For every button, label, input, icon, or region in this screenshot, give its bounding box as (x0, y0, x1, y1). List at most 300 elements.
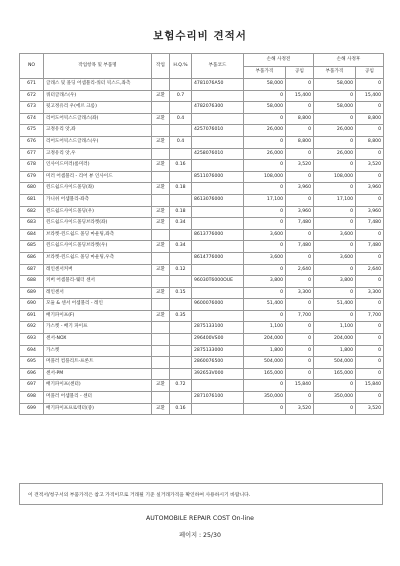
row-after-price: 58,000 (314, 79, 356, 91)
row-after-labor: 0 (356, 322, 384, 334)
row-before-price: 0 (244, 218, 286, 230)
table-row (20, 102, 384, 114)
row-work-type: 교환 (152, 310, 170, 322)
row-before-labor: 8,800 (286, 113, 314, 125)
table-row (20, 322, 384, 334)
row-part-code (192, 90, 244, 102)
row-before-labor: 0 (286, 299, 314, 311)
row-work-type (152, 276, 170, 288)
row-item-name: 리어도어픽스드글래스(좌) (44, 113, 152, 125)
row-work-type: 교환 (152, 264, 170, 276)
row-after-labor: 3,520 (356, 403, 384, 415)
row-item-name: 센서-NOX (44, 334, 152, 346)
row-no: 689 (20, 287, 44, 299)
row-before-labor: 3,520 (286, 160, 314, 172)
row-work-type (152, 79, 170, 91)
row-after-price: 0 (314, 380, 356, 392)
table-row (20, 113, 384, 125)
table-row (20, 218, 384, 230)
estimate-table (19, 53, 384, 415)
row-after-price: 0 (314, 310, 356, 322)
row-item-name: 가니쉬 어셈블리-좌측 (44, 194, 152, 206)
table-row (20, 148, 384, 160)
row-work-type (152, 171, 170, 183)
row-no: 697 (20, 380, 44, 392)
row-after-labor: 0 (356, 357, 384, 369)
row-no: 685 (20, 241, 44, 253)
row-item-name: 고정유리 앗,좌 (44, 125, 152, 137)
row-part-code (192, 136, 244, 148)
row-hq (170, 148, 192, 160)
row-after-price: 1,800 (314, 345, 356, 357)
row-part-code (192, 218, 244, 230)
row-item-name: 리어도어픽스드글래스(우) (44, 136, 152, 148)
row-after-price: 204,000 (314, 334, 356, 346)
row-work-type (152, 322, 170, 334)
row-before-price: 26,000 (244, 148, 286, 160)
row-item-name: 모듈 & 센서 어셈블리 - 레인 (44, 299, 152, 311)
row-no: 671 (20, 79, 44, 91)
row-before-price: 0 (244, 264, 286, 276)
row-after-labor: 8,800 (356, 136, 384, 148)
row-part-code: 4258076010 (192, 148, 244, 160)
row-part-code (192, 403, 244, 415)
row-before-labor: 0 (286, 345, 314, 357)
row-before-labor: 0 (286, 357, 314, 369)
table-row (20, 183, 384, 195)
row-item-name: 배기파이프(센터) (44, 380, 152, 392)
table-header (20, 54, 384, 79)
table-row (20, 79, 384, 91)
row-part-code (192, 310, 244, 322)
row-after-price: 51,400 (314, 299, 356, 311)
row-item-name: 고정유리 앗,우 (44, 148, 152, 160)
row-item-name: 브라켓-윈드쉴드 몰딩 마운팅,좌측 (44, 229, 152, 241)
row-before-price: 0 (244, 183, 286, 195)
row-before-price: 165,000 (244, 368, 286, 380)
row-before-price: 504,000 (244, 357, 286, 369)
row-after-labor: 3,960 (356, 206, 384, 218)
row-part-code: 2871076100 (192, 392, 244, 404)
row-after-labor: 0 (356, 229, 384, 241)
row-work-type (152, 357, 170, 369)
row-part-code: 392653V000 (192, 368, 244, 380)
row-no: 678 (20, 160, 44, 172)
row-hq (170, 334, 192, 346)
row-work-type (152, 102, 170, 114)
row-no: 680 (20, 183, 44, 195)
row-after-price: 17,100 (314, 194, 356, 206)
row-hq: 0.34 (170, 218, 192, 230)
table-row (20, 252, 384, 264)
table-row (20, 276, 384, 288)
row-item-name: 가스켓 - 배기 파이프 (44, 322, 152, 334)
row-after-labor: 0 (356, 102, 384, 114)
row-no: 676 (20, 136, 44, 148)
row-work-type: 교환 (152, 380, 170, 392)
row-work-type (152, 125, 170, 137)
header-item: 작업항목 및 부품명 (44, 54, 152, 79)
row-work-type (152, 148, 170, 160)
row-after-labor: 3,300 (356, 287, 384, 299)
row-work-type: 교환 (152, 90, 170, 102)
footer-service-name: AUTOMOBILE REPAIR COST On-line (146, 515, 254, 522)
row-before-price: 0 (244, 160, 286, 172)
row-after-price: 58,000 (314, 102, 356, 114)
row-before-price: 1,800 (244, 345, 286, 357)
row-no: 688 (20, 276, 44, 288)
table-row (20, 90, 384, 102)
row-no: 681 (20, 194, 44, 206)
row-work-type: 교환 (152, 206, 170, 218)
table-row (20, 403, 384, 415)
row-no: 673 (20, 102, 44, 114)
row-part-code: 8613776000 (192, 229, 244, 241)
row-hq: 0.18 (170, 183, 192, 195)
row-hq: 0.16 (170, 160, 192, 172)
row-after-price: 3,600 (314, 252, 356, 264)
header-before-labor: 공임 (286, 67, 314, 79)
row-item-name: 윈드쉴드사이드몰딩(우) (44, 206, 152, 218)
row-after-price: 0 (314, 403, 356, 415)
row-before-price: 0 (244, 380, 286, 392)
table-row (20, 310, 384, 322)
row-hq (170, 357, 192, 369)
row-after-labor: 0 (356, 299, 384, 311)
row-no: 686 (20, 252, 44, 264)
row-after-labor: 0 (356, 334, 384, 346)
row-work-type (152, 345, 170, 357)
row-after-labor: 3,960 (356, 183, 384, 195)
row-hq (170, 345, 192, 357)
row-before-labor: 7,700 (286, 310, 314, 322)
row-part-code (192, 264, 244, 276)
row-after-price: 0 (314, 264, 356, 276)
row-part-code: 2875133100 (192, 322, 244, 334)
row-part-code: 4781076A50 (192, 79, 244, 91)
row-after-price: 0 (314, 206, 356, 218)
document-title: 보험수리비 견적서 (153, 30, 247, 42)
row-before-labor: 0 (286, 171, 314, 183)
row-before-labor: 0 (286, 322, 314, 334)
row-part-code: 2860076500 (192, 357, 244, 369)
row-no: 672 (20, 90, 44, 102)
table-row (20, 392, 384, 404)
row-part-code (192, 160, 244, 172)
row-before-labor: 0 (286, 79, 314, 91)
row-work-type: 교환 (152, 287, 170, 299)
row-after-labor: 0 (356, 252, 384, 264)
row-part-code: 2875133000 (192, 345, 244, 357)
header-after-price: 부품가격 (314, 67, 356, 79)
row-hq (170, 125, 192, 137)
row-work-type: 교환 (152, 241, 170, 253)
row-before-price: 0 (244, 310, 286, 322)
row-part-code: 8511076000 (192, 171, 244, 183)
row-before-price: 0 (244, 206, 286, 218)
row-work-type: 교환 (152, 183, 170, 195)
row-before-price: 17,100 (244, 194, 286, 206)
row-work-type: 교환 (152, 160, 170, 172)
row-hq (170, 368, 192, 380)
row-part-code (192, 287, 244, 299)
row-after-price: 504,000 (314, 357, 356, 369)
row-no: 690 (20, 299, 44, 311)
row-after-price: 26,000 (314, 125, 356, 137)
row-before-price: 350,000 (244, 392, 286, 404)
disclaimer-note: 이 견적서/청구서의 부품가격은 참고 가격이므로 거래될 기준 실거래가격을 확인하여 사용하시기 바랍니다. (19, 483, 383, 505)
row-hq (170, 299, 192, 311)
row-part-code: 96030T6000OUE (192, 276, 244, 288)
row-item-name: 레인센서커버 (44, 264, 152, 276)
row-before-labor: 3,300 (286, 287, 314, 299)
row-before-price: 58,000 (244, 102, 286, 114)
row-hq (170, 171, 192, 183)
row-after-price: 165,000 (314, 368, 356, 380)
row-item-name: 윈드쉴드사이드몰딩브라켓(좌) (44, 218, 152, 230)
row-part-code (192, 183, 244, 195)
header-work: 작업 (152, 54, 170, 79)
row-hq (170, 79, 192, 91)
row-item-name: 센서-PM (44, 368, 152, 380)
row-no: 692 (20, 322, 44, 334)
row-item-name: 머플러 컴플리트-프론트 (44, 357, 152, 369)
row-no: 674 (20, 113, 44, 125)
row-hq: 0.34 (170, 241, 192, 253)
row-item-name: 커버 어셈블리-웨더 센서 (44, 276, 152, 288)
row-before-price: 51,400 (244, 299, 286, 311)
row-part-code (192, 206, 244, 218)
row-item-name: 뒷고정유리 우(에르 크롬) (44, 102, 152, 114)
row-before-labor: 0 (286, 194, 314, 206)
row-work-type (152, 392, 170, 404)
header-after-labor: 공임 (356, 67, 384, 79)
table-row (20, 229, 384, 241)
row-before-price: 0 (244, 113, 286, 125)
row-after-labor: 2,640 (356, 264, 384, 276)
row-no: 684 (20, 229, 44, 241)
row-part-code (192, 380, 244, 392)
row-hq (170, 322, 192, 334)
row-after-price: 350,000 (314, 392, 356, 404)
row-no: 687 (20, 264, 44, 276)
row-before-labor: 0 (286, 392, 314, 404)
header-no: NO (20, 54, 44, 79)
row-item-name: 배기파이프프로텍터(중) (44, 403, 152, 415)
row-item-name: 인사이드미러(룸미러) (44, 160, 152, 172)
row-after-labor: 7,480 (356, 241, 384, 253)
row-after-labor: 0 (356, 276, 384, 288)
row-hq (170, 252, 192, 264)
header-hq: H.Q.% (170, 54, 192, 79)
row-after-price: 0 (314, 90, 356, 102)
row-after-labor: 0 (356, 194, 384, 206)
row-after-price: 0 (314, 113, 356, 125)
row-after-labor: 0 (356, 392, 384, 404)
row-work-type (152, 334, 170, 346)
row-hq: 0.72 (170, 380, 192, 392)
row-work-type (152, 299, 170, 311)
row-before-price: 3,600 (244, 252, 286, 264)
row-no: 695 (20, 357, 44, 369)
row-hq (170, 229, 192, 241)
row-before-labor: 3,520 (286, 403, 314, 415)
row-after-price: 0 (314, 218, 356, 230)
table-row (20, 299, 384, 311)
row-before-price: 0 (244, 136, 286, 148)
table-row (20, 194, 384, 206)
row-before-price: 58,000 (244, 79, 286, 91)
row-after-price: 108,000 (314, 171, 356, 183)
row-before-labor: 0 (286, 252, 314, 264)
row-no: 696 (20, 368, 44, 380)
row-before-labor: 0 (286, 102, 314, 114)
table-row (20, 345, 384, 357)
row-before-price: 0 (244, 403, 286, 415)
table-row (20, 334, 384, 346)
row-item-name: 미러 어셈블리 - 리어 뷰 인사이드 (44, 171, 152, 183)
row-part-code: 9600076000 (192, 299, 244, 311)
table-body (20, 79, 384, 415)
row-part-code: 296400VS00 (192, 334, 244, 346)
row-before-labor: 15,400 (286, 90, 314, 102)
row-before-labor: 3,960 (286, 206, 314, 218)
row-item-name: 글래스 및 몰딩 어셈블리-쿼터 픽스드,좌측 (44, 79, 152, 91)
table-row (20, 368, 384, 380)
row-before-price: 26,000 (244, 125, 286, 137)
row-hq: 0.4 (170, 136, 192, 148)
row-before-labor: 3,960 (286, 183, 314, 195)
row-after-labor: 15,840 (356, 380, 384, 392)
row-part-code (192, 113, 244, 125)
row-after-labor: 7,480 (356, 218, 384, 230)
row-no: 694 (20, 345, 44, 357)
row-hq: 0.15 (170, 287, 192, 299)
row-no: 679 (20, 171, 44, 183)
header-before-price: 부품가격 (244, 67, 286, 79)
row-hq: 0.12 (170, 264, 192, 276)
row-before-labor: 15,840 (286, 380, 314, 392)
row-item-name: 쿼터글래스(우) (44, 90, 152, 102)
row-after-price: 0 (314, 183, 356, 195)
footer-page-number: 페이지 : 25/30 (179, 532, 221, 539)
row-before-labor: 0 (286, 229, 314, 241)
header-after-assessment: 손해 사정후 (314, 54, 384, 67)
row-no: 682 (20, 206, 44, 218)
row-after-labor: 8,800 (356, 113, 384, 125)
row-work-type: 교환 (152, 113, 170, 125)
row-before-labor: 0 (286, 368, 314, 380)
row-after-labor: 0 (356, 368, 384, 380)
row-work-type (152, 229, 170, 241)
row-no: 693 (20, 334, 44, 346)
row-part-code: 4782076300 (192, 102, 244, 114)
table-row (20, 264, 384, 276)
row-no: 691 (20, 310, 44, 322)
row-work-type: 교환 (152, 136, 170, 148)
row-after-labor: 0 (356, 148, 384, 160)
row-hq (170, 276, 192, 288)
row-after-price: 26,000 (314, 148, 356, 160)
row-part-code (192, 241, 244, 253)
row-after-labor: 15,400 (356, 90, 384, 102)
row-hq: 0.16 (170, 403, 192, 415)
row-before-labor: 8,800 (286, 136, 314, 148)
header-before-assessment: 손해 사정전 (244, 54, 314, 67)
row-before-price: 108,000 (244, 171, 286, 183)
row-no: 677 (20, 148, 44, 160)
row-work-type (152, 368, 170, 380)
row-item-name: 윈드쉴드사이드몰딩브라켓(우) (44, 241, 152, 253)
row-before-labor: 7,480 (286, 218, 314, 230)
table-row (20, 357, 384, 369)
row-hq (170, 194, 192, 206)
row-part-code: 8613076000 (192, 194, 244, 206)
row-after-price: 0 (314, 160, 356, 172)
row-before-labor: 2,640 (286, 264, 314, 276)
row-no: 675 (20, 125, 44, 137)
header-part-code: 부품코드 (192, 54, 244, 79)
row-after-price: 0 (314, 287, 356, 299)
row-hq: 0.4 (170, 113, 192, 125)
table-row (20, 125, 384, 137)
table-row (20, 171, 384, 183)
row-before-price: 3,800 (244, 276, 286, 288)
table-row (20, 287, 384, 299)
row-after-labor: 0 (356, 79, 384, 91)
row-after-price: 3,600 (314, 229, 356, 241)
table-row (20, 136, 384, 148)
row-before-labor: 7,480 (286, 241, 314, 253)
row-before-price: 0 (244, 90, 286, 102)
row-before-price: 0 (244, 241, 286, 253)
row-hq: 0.35 (170, 310, 192, 322)
row-after-price: 0 (314, 241, 356, 253)
row-before-price: 0 (244, 287, 286, 299)
row-after-price: 1,100 (314, 322, 356, 334)
table-row (20, 241, 384, 253)
row-hq: 0.7 (170, 90, 192, 102)
row-hq (170, 102, 192, 114)
row-item-name: 배기파이프(F) (44, 310, 152, 322)
row-after-price: 0 (314, 136, 356, 148)
row-hq: 0.18 (170, 206, 192, 218)
row-no: 683 (20, 218, 44, 230)
row-before-price: 204,000 (244, 334, 286, 346)
row-item-name: 브라켓-윈드쉴드 몰딩 마운팅,우측 (44, 252, 152, 264)
row-before-labor: 0 (286, 148, 314, 160)
row-work-type (152, 252, 170, 264)
row-item-name: 레인센서 (44, 287, 152, 299)
row-after-labor: 0 (356, 171, 384, 183)
row-item-name: 윈드쉴드사이드몰딩(좌) (44, 183, 152, 195)
row-no: 699 (20, 403, 44, 415)
row-hq (170, 392, 192, 404)
row-part-code: 4257076010 (192, 125, 244, 137)
row-before-price: 3,600 (244, 229, 286, 241)
row-item-name: 머플러 어셈블리 - 센터 (44, 392, 152, 404)
table-row (20, 160, 384, 172)
row-no: 698 (20, 392, 44, 404)
row-after-labor: 0 (356, 125, 384, 137)
row-before-labor: 0 (286, 334, 314, 346)
row-work-type (152, 194, 170, 206)
row-after-labor: 7,700 (356, 310, 384, 322)
row-after-labor: 3,520 (356, 160, 384, 172)
row-before-labor: 0 (286, 125, 314, 137)
table-row (20, 206, 384, 218)
row-after-price: 3,800 (314, 276, 356, 288)
